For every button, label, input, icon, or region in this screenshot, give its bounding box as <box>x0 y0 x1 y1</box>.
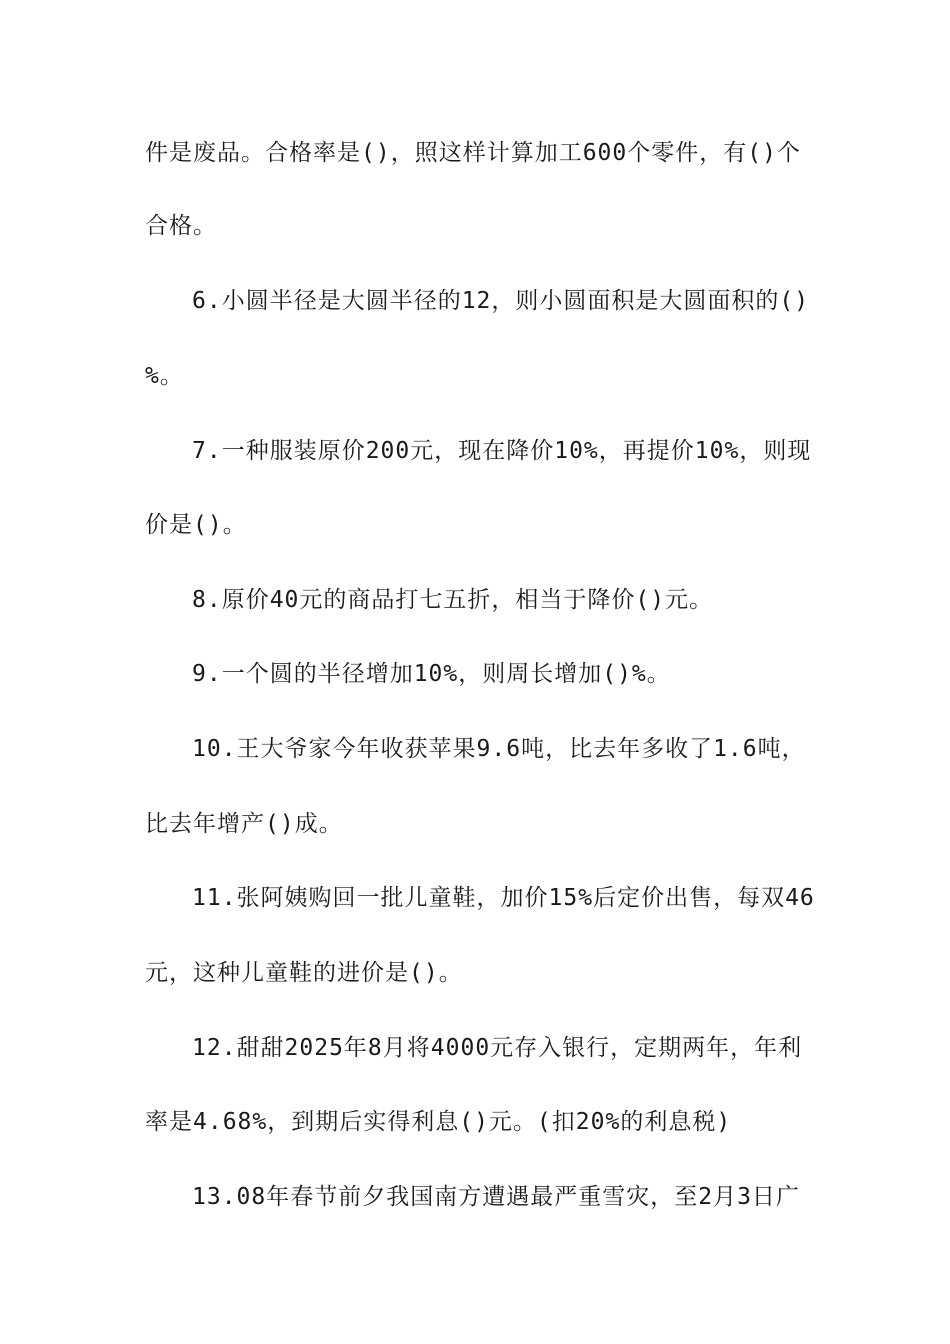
question-12: 12.甜甜2025年8月将4000元存入银行，定期两年，年利 <box>192 1035 803 1061</box>
text-line: 合格。 <box>145 213 217 239</box>
question-13: 13.08年春节前夕我国南方遭遇最严重雪灾，至2月3日广 <box>192 1184 800 1210</box>
question-7: 7.一种服装原价200元，现在降价10%，再提价10%，则现 <box>192 438 812 464</box>
text-line: 价是()。 <box>145 512 247 538</box>
question-8: 8.原价40元的商品打七五折，相当于降价()元。 <box>192 587 714 613</box>
question-9: 9.一个圆的半径增加10%，则周长增加()%。 <box>192 661 671 687</box>
text-line: 件是废品。合格率是()，照这样计算加工600个零件，有()个 <box>145 140 801 166</box>
question-6: 6.小圆半径是大圆半径的12，则小圆面积是大圆面积的() <box>192 288 810 314</box>
text-line: 率是4.68%，到期后实得利息()元。(扣20%的利息税) <box>145 1109 732 1135</box>
text-line: 元，这种儿童鞋的进价是()。 <box>145 960 463 986</box>
text-line: %。 <box>145 363 184 389</box>
question-11: 11.张阿姨购回一批儿童鞋，加价15%后定价出售，每双46 <box>192 885 815 911</box>
question-10: 10.王大爷家今年收获苹果9.6吨，比去年多收了1.6吨， <box>192 736 806 762</box>
text-line: 比去年增产()成。 <box>145 811 343 837</box>
